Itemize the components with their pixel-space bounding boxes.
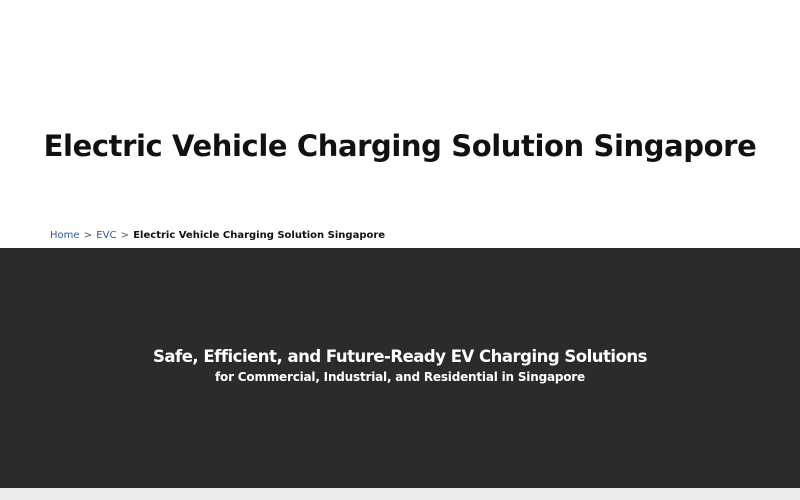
hero-heading: Safe, Efficient, and Future-Ready EV Charging Solutions: [153, 347, 647, 366]
hero-subheading: for Commercial, Industrial, and Residential in Singapore: [215, 370, 585, 384]
breadcrumb-separator: >: [83, 230, 93, 241]
breadcrumb-separator: >: [120, 230, 130, 241]
breadcrumb-evc-link[interactable]: EVC: [96, 230, 117, 241]
page-title-section: [0, 0, 800, 248]
hero-banner: [0, 248, 800, 488]
breadcrumb-home-link[interactable]: Home: [50, 230, 80, 241]
next-section-edge: [0, 488, 800, 500]
breadcrumb: [50, 229, 385, 243]
breadcrumb-current: Electric Vehicle Charging Solution Singapore: [133, 230, 386, 241]
page-title: Electric Vehicle Charging Solution Singapore: [43, 129, 757, 163]
